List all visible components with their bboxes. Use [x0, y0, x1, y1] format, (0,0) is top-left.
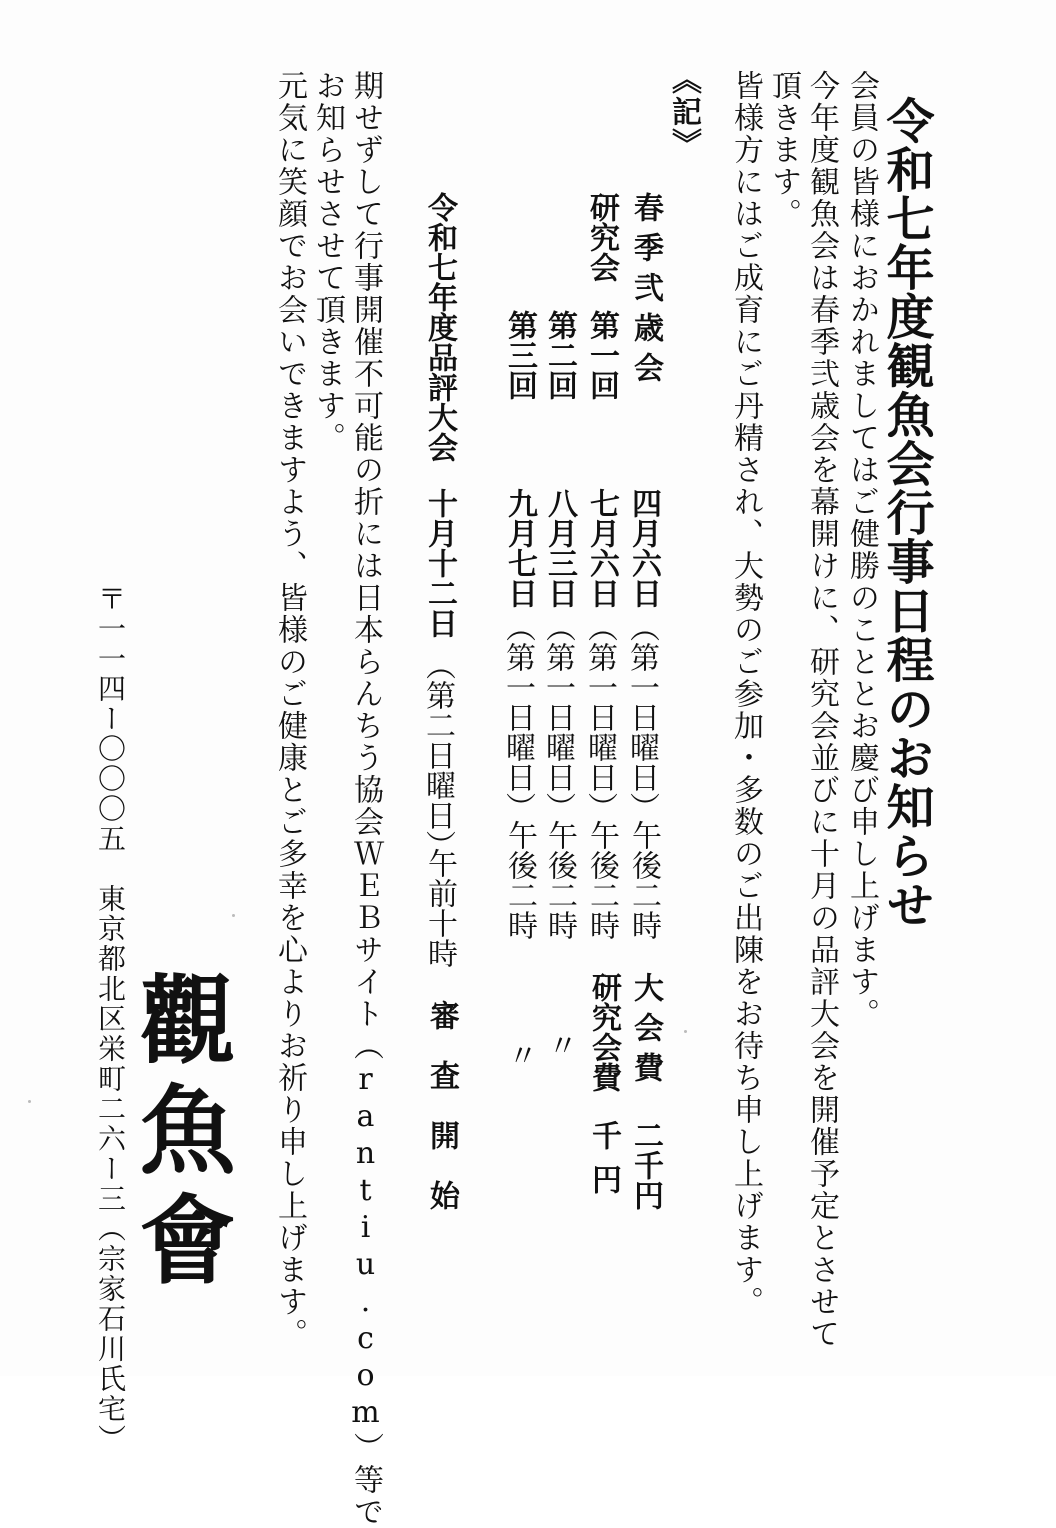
kenkyukai-round-3-day: （第一日曜日）: [500, 612, 535, 822]
hinpyo-note: 審査開始: [424, 1000, 459, 1240]
scan-speck: [232, 914, 235, 917]
kenkyukai-round-3-time: 午後二時: [502, 820, 537, 940]
kenkyukai-round-3-date: 九月七日: [502, 488, 537, 608]
address-line: 〒一一四ー〇〇〇五 東京都北区栄町二六ー三（宗家石川氏宅）: [94, 584, 127, 1454]
kenkyukai-round-2-date: 八月三日: [542, 488, 577, 608]
kenkyukai-fee: 千円: [586, 1120, 621, 1208]
hinpyo-time: 午前十時: [422, 848, 457, 968]
kenkyukai-round-2: 第二回: [542, 310, 577, 400]
kenkyukai-fee-label: 研究会費: [586, 972, 621, 1092]
kenkyukai-round-1-time: 午後二時: [584, 820, 619, 940]
ditto-mark-round-3: 〃: [502, 1040, 537, 1070]
greeting-line-4: 皆様方にはご成育にご丹精され、大勢のご参加・多数のご出陳をお待ち申し上げます。: [728, 70, 763, 1318]
hinpyo-event-name: 令和七年度品評大会: [422, 192, 457, 462]
greeting-line-2: 今年度観魚会は春季弐歳会を幕開けに、研究会並びに十月の品評大会を開催予定とさせて: [804, 70, 839, 1350]
closing-line-3: 元気に笑顔でお会いできますよう、皆様のご健康とご多幸を心よりお祈り申し上げます。: [272, 70, 307, 1350]
hinpyo-date: 十月十二日: [422, 488, 457, 638]
closing-line-1: 期せずして行事開催不可能の折には日本らんちう協会ＷＥＢサイト（rantiu.com）等で: [348, 70, 383, 1528]
kenkyukai-label: 研究会: [584, 192, 619, 282]
kenkyukai-round-3: 第三回: [502, 310, 537, 400]
greeting-line-1: 会員の皆様におかれましてはご健勝のこととお慶び申し上げます。: [844, 70, 879, 1030]
kenkyukai-round-2-day: （第一日曜日）: [540, 612, 575, 822]
kenkyukai-round-2-time: 午後二時: [542, 820, 577, 940]
spring-event-name: 春季弐歳会: [628, 192, 663, 392]
ki-heading: 《記》: [666, 64, 701, 160]
signature-seal: 觀魚會: [124, 970, 237, 1300]
scan-speck: [28, 1100, 31, 1103]
spring-day: （第一日曜日）: [624, 612, 659, 822]
spring-fee-label: 大会費: [628, 972, 663, 1092]
kenkyukai-round-1-date: 七月六日: [584, 488, 619, 608]
spring-fee: 二千円: [628, 1120, 663, 1210]
hinpyo-day: （第二日曜日）: [420, 650, 455, 860]
page-title: 令和七年度観魚会行事日程のお知らせ: [878, 96, 934, 929]
kenkyukai-round-1: 第一回: [584, 310, 619, 400]
greeting-line-3: 頂きます。: [766, 70, 801, 230]
ditto-mark-round-2: 〃: [542, 1030, 577, 1060]
spring-time: 午後二時: [626, 820, 661, 940]
kenkyukai-round-1-day: （第一日曜日）: [582, 612, 617, 822]
spring-date: 四月六日: [626, 488, 661, 608]
scan-speck: [684, 1030, 687, 1033]
closing-line-2: お知らせさせて頂きます。: [310, 70, 345, 454]
